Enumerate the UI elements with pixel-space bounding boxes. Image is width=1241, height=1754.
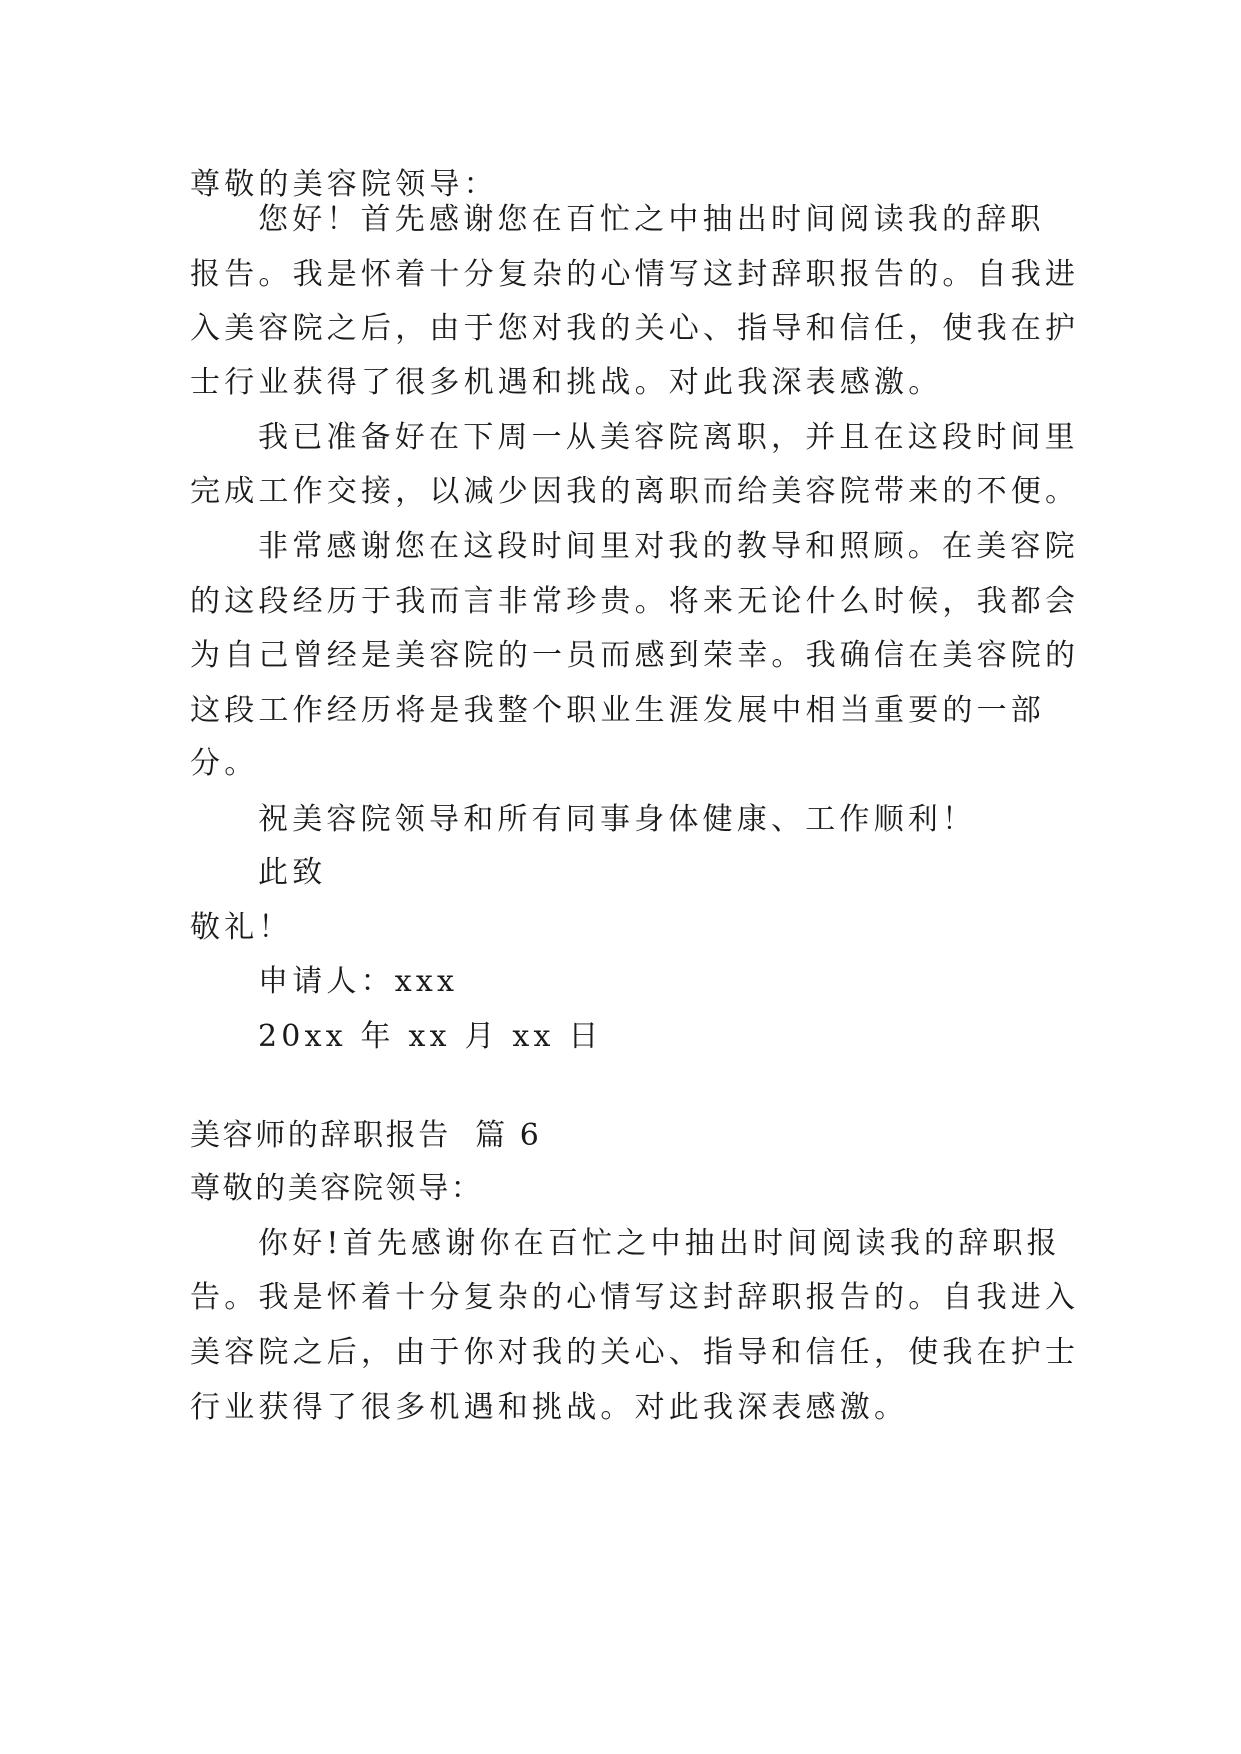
paragraph-line: 你好!首先感谢你在百忙之中抽出时间阅读我的辞职报 [258, 1226, 1061, 1261]
paragraph-line: 为自己曾经是美容院的一员而感到荣幸。我确信在美容院的 [190, 638, 1080, 673]
paragraph-line: 行业获得了很多机遇和挑战。对此我深表感激。 [190, 1390, 909, 1425]
paragraph-line: 这段工作经历将是我整个职业生涯发展中相当重要的一部 [190, 693, 1045, 728]
wishes-line: 祝美容院领导和所有同事身体健康、工作顺利！ [258, 802, 977, 837]
paragraph-line: 入美容院之后，由于您对我的关心、指导和信任，使我在护 [190, 311, 1080, 346]
paragraph-line: 非常感谢您在这段时间里对我的教导和照顾。在美容院 [258, 529, 1079, 564]
paragraph-line: 报告。我是怀着十分复杂的心情写这封辞职报告的。自我进 [190, 257, 1080, 292]
salutation: 尊敬的美容院领导： [190, 1171, 484, 1206]
paragraph-line: 您好！首先感谢您在百忙之中抽出时间阅读我的辞职 [258, 202, 1045, 237]
paragraph-line: 士行业获得了很多机遇和挑战。对此我深表感激。 [190, 365, 943, 400]
closing-line: 敬礼！ [190, 910, 293, 945]
paragraph-line: 告。我是怀着十分复杂的心情写这封辞职报告的。自我进入 [190, 1280, 1080, 1315]
paragraph-line: 美容院之后，由于你对我的关心、指导和信任，使我在护士 [190, 1335, 1080, 1370]
date-line: 20xx 年 xx 月 xx 日 [258, 1019, 603, 1054]
applicant-line: 申请人：xxx [258, 964, 459, 999]
section-title: 美容师的辞职报告 篇 6 [190, 1118, 542, 1153]
paragraph-line: 的这段经历于我而言非常珍贵。将来无论什么时候，我都会 [190, 584, 1080, 619]
salutation: 尊敬的美容院领导： [190, 167, 498, 202]
closing-line: 此致 [258, 855, 327, 890]
paragraph-line: 分。 [190, 746, 259, 781]
paragraph-line: 完成工作交接，以减少因我的离职而给美容院带来的不便。 [190, 474, 1080, 509]
paragraph-line: 我已准备好在下周一从美容院离职，并且在这段时间里 [258, 420, 1079, 455]
